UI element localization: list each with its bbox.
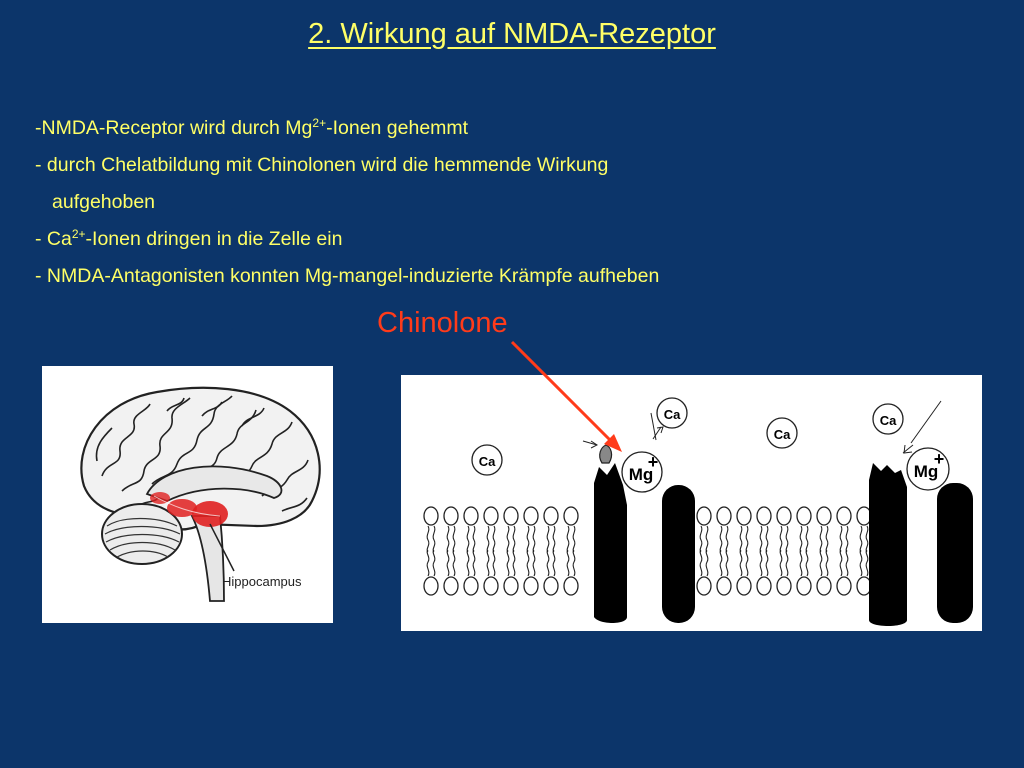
lipid-tail (840, 550, 842, 576)
lipid-tail (573, 550, 575, 576)
lipid-tail (567, 550, 569, 576)
lipid-head (697, 577, 711, 595)
superscript-charge: 2+ (71, 227, 86, 241)
lipid-tail (806, 550, 808, 576)
svg-text:+: + (647, 452, 659, 472)
chinolone-molecule (600, 445, 612, 463)
lipid-tail (453, 526, 455, 552)
bullet-text: -NMDA-Receptor wird durch Mg (35, 117, 313, 139)
lipid-head (424, 507, 438, 525)
lipid-tail (720, 550, 722, 576)
lipid-tail (553, 526, 555, 552)
lipid-tail (433, 526, 435, 552)
svg-text:Ca: Ca (663, 407, 681, 422)
hippocampus-label: Hippocampus (222, 574, 302, 589)
lipid-head (544, 577, 558, 595)
chinolone-label: Chinolone (377, 307, 508, 339)
ca-ion-1 (472, 445, 502, 475)
lipid-head (757, 507, 771, 525)
lipid-tail (513, 550, 515, 576)
bullet-text: -Ionen gehemmt (326, 117, 469, 139)
lipid-head (837, 577, 851, 595)
ca-ion-2 (657, 398, 687, 428)
lipid-tail (800, 526, 802, 552)
lipid-head (717, 507, 731, 525)
lipid-head (424, 577, 438, 595)
lipid-tail (866, 550, 868, 576)
lipid-tail (866, 526, 868, 552)
lipid-head (504, 507, 518, 525)
lipid-tail (467, 526, 469, 552)
lipid-tail (493, 526, 495, 552)
svg-text:Mg: Mg (913, 462, 939, 481)
lipid-tail (467, 550, 469, 576)
lipid-tail (507, 550, 509, 576)
lipid-tail (700, 550, 702, 576)
lipid-head (837, 507, 851, 525)
lipid-tail (533, 550, 535, 576)
bullet-chelation-continued: aufgehoben (52, 191, 156, 213)
lipid-tail (547, 550, 549, 576)
lipid-head (737, 507, 751, 525)
superscript-charge: 2+ (312, 116, 327, 130)
lipid-tail (780, 526, 782, 552)
svg-text:+: + (933, 449, 945, 469)
lipid-tail (447, 550, 449, 576)
lipid-tail (553, 550, 555, 576)
lipid-head (444, 507, 458, 525)
bullet-chelation: - durch Chelatbildung mit Chinolonen wird die hemmende Wirkung (35, 154, 609, 176)
lipid-head (464, 577, 478, 595)
membrane-diagram (401, 375, 982, 631)
lipid-tail (766, 550, 768, 576)
lipid-tail (846, 526, 848, 552)
lipid-tail (746, 550, 748, 576)
lipid-tail (766, 526, 768, 552)
lipid-head (777, 577, 791, 595)
lipid-tail (726, 526, 728, 552)
lipid-tail (760, 550, 762, 576)
lipid-tail (820, 526, 822, 552)
lipid-tail (493, 550, 495, 576)
lipid-tail (453, 550, 455, 576)
lipid-tail (860, 550, 862, 576)
lipid-head (524, 507, 538, 525)
lipid-head (564, 507, 578, 525)
lipid-tail (826, 550, 828, 576)
mg-ion-1 (622, 452, 662, 492)
lipid-tail (507, 526, 509, 552)
lipid-tail (706, 550, 708, 576)
lipid-tail (427, 550, 429, 576)
lipid-tail (473, 526, 475, 552)
brain-illustration (42, 366, 333, 623)
lipid-tail (846, 550, 848, 576)
svg-text:Ca: Ca (478, 454, 496, 469)
lipid-head (717, 577, 731, 595)
lipid-tail (487, 526, 489, 552)
lipid-tail (487, 550, 489, 576)
lipid-tail (826, 526, 828, 552)
lipid-tail (740, 526, 742, 552)
lipid-head (737, 577, 751, 595)
lipid-head (544, 507, 558, 525)
lipid-tail (740, 550, 742, 576)
lipid-head (484, 507, 498, 525)
ca-ion-3 (767, 418, 797, 448)
lipid-tail (527, 526, 529, 552)
bullet-ca-influx (35, 221, 935, 258)
lipid-tail (527, 550, 529, 576)
lipid-head (524, 577, 538, 595)
bullet-list (35, 110, 935, 295)
svg-text:Ca: Ca (773, 427, 791, 442)
lipid-head (444, 577, 458, 595)
lipid-tail (433, 550, 435, 576)
lipid-tail (746, 526, 748, 552)
bullet-text: - Ca (35, 228, 72, 250)
lipid-head (464, 507, 478, 525)
lipid-head (564, 577, 578, 595)
lipid-tail (726, 550, 728, 576)
lipid-tail (573, 526, 575, 552)
lipid-head (797, 507, 811, 525)
lipid-head (484, 577, 498, 595)
lipid-tail (860, 526, 862, 552)
bullet-mg-inhibition (35, 110, 935, 147)
lipid-tail (513, 526, 515, 552)
lipid-tail (473, 550, 475, 576)
lipid-head (857, 577, 871, 595)
lipid-tail (567, 526, 569, 552)
bullet-antagonists: - NMDA-Antagonisten konnten Mg-mangel-induzierte Krämpfe aufheben (35, 265, 660, 287)
lipid-head (777, 507, 791, 525)
lipid-tail (786, 550, 788, 576)
lipid-tail (800, 550, 802, 576)
lipid-tail (700, 526, 702, 552)
lipid-head (857, 507, 871, 525)
lipid-tail (780, 550, 782, 576)
lipid-tail (547, 526, 549, 552)
lipid-head (757, 577, 771, 595)
lipid-tail (806, 526, 808, 552)
brain-figure (42, 366, 333, 623)
lipid-head (817, 577, 831, 595)
lipid-bilayer (424, 507, 871, 595)
lipid-tail (706, 526, 708, 552)
lipid-tail (820, 550, 822, 576)
lipid-tail (786, 526, 788, 552)
svg-text:Mg: Mg (628, 465, 654, 484)
lipid-tail (427, 526, 429, 552)
lipid-tail (760, 526, 762, 552)
mg-ion-2 (907, 448, 949, 490)
slide-title: 2. Wirkung auf NMDA-Rezeptor (308, 18, 716, 50)
ca-ion-4 (873, 404, 903, 434)
svg-text:Ca: Ca (879, 413, 897, 428)
lipid-head (697, 507, 711, 525)
lipid-head (797, 577, 811, 595)
lipid-head (504, 577, 518, 595)
bullet-text: -Ionen dringen in die Zelle ein (85, 228, 343, 250)
lipid-tail (447, 526, 449, 552)
lipid-tail (720, 526, 722, 552)
lipid-tail (840, 526, 842, 552)
nmda-receptor-schematic (401, 375, 982, 631)
lipid-tail (533, 526, 535, 552)
lipid-head (817, 507, 831, 525)
